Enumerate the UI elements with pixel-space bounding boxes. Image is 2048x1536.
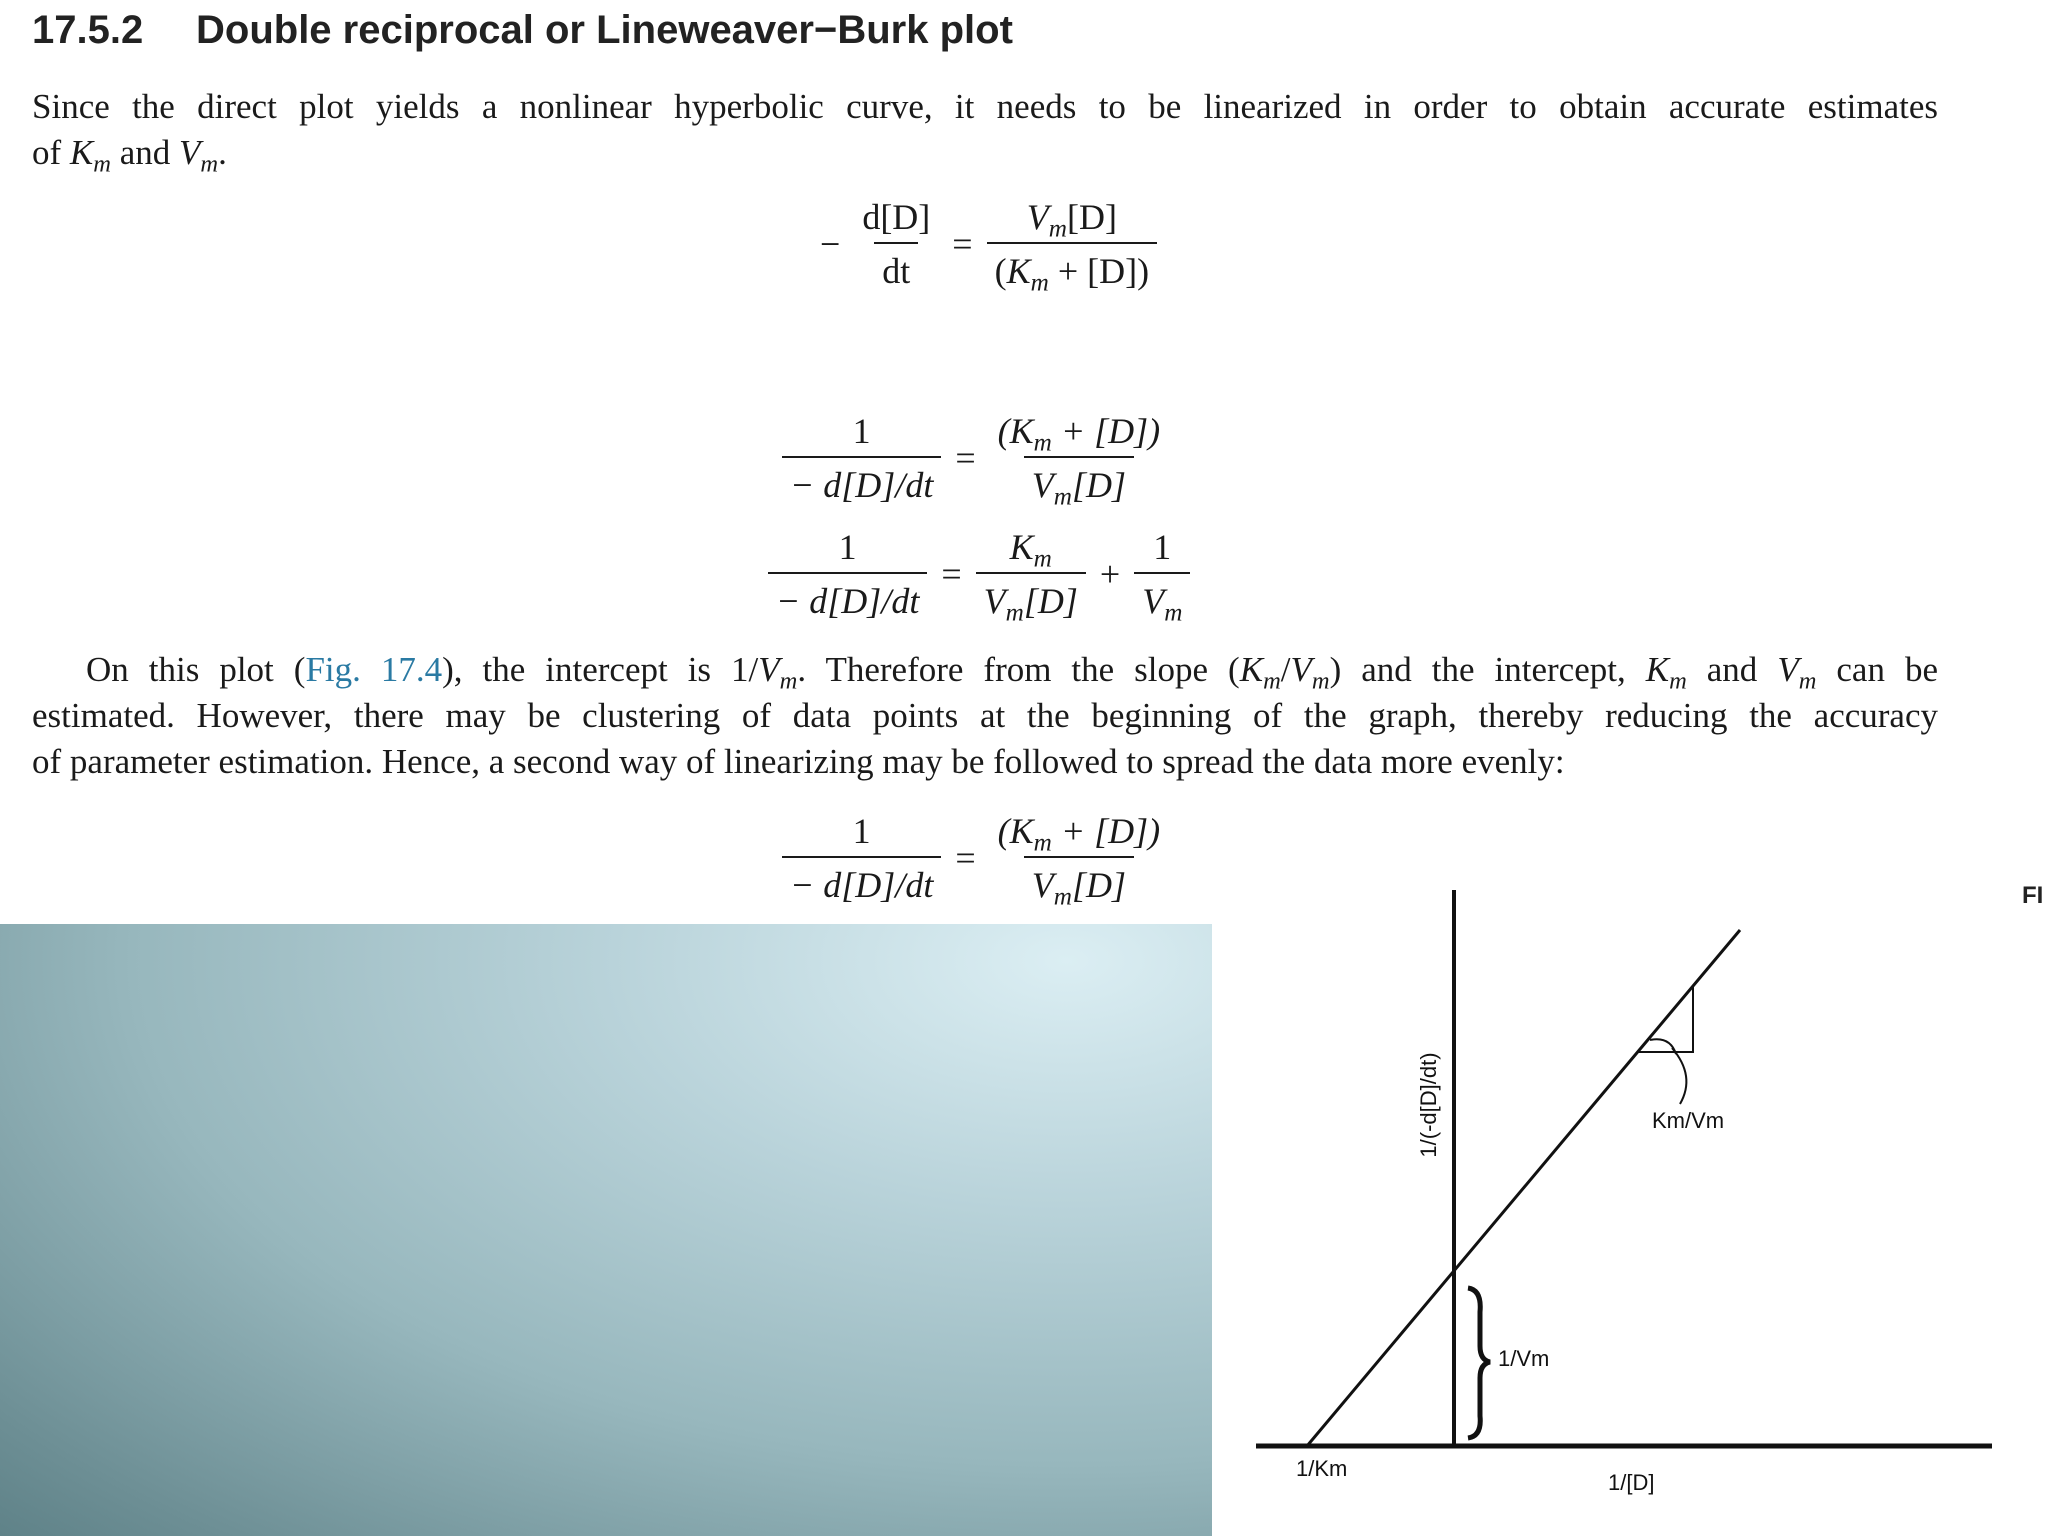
explanation-line-2: estimated. However, there may be clustering of data points at the beginning of the graph, thereby reducing the accuracy — [32, 696, 1938, 735]
explanation-line-1: On this plot (Fig. 17.4), the intercept is $1/V_m$. Therefore from the slope $(K_m/V_m)$ and the intercept, $K_m$ and $V_m$ can be — [86, 650, 1938, 695]
eq3-term1: $\frac{K_m}{V_m[D]}$ — [976, 526, 1086, 622]
section-number: 17.5.2 — [32, 8, 144, 52]
equation-reciprocal: $\frac{1}{- d[D]/dt}$ = $\frac{(K_m + [D])}{V_m[D]}$ — [782, 410, 1168, 506]
eq3-lhs: $\frac{1}{- d[D]/dt}$ — [768, 526, 927, 622]
explanation-line-3: of parameter estimation. Hence, a second way of linearizing may be followed to spread the data more evenly: — [32, 742, 1565, 781]
y-axis-label: 1/(-d[D]/dt) — [1416, 1052, 1441, 1158]
x-intercept-label: 1/Km — [1296, 1456, 1348, 1481]
intro-line-2: of $K_m$ and $V_m$. — [32, 133, 227, 178]
eq1-rhs: $\frac{V_m[D]}{(K_m + [D])}$ — [987, 196, 1157, 292]
intro-line-1: Since the direct plot yields a nonlinear hyperbolic curve, it needs to be linearized in order to obtain accurate estimates — [32, 87, 1938, 126]
figure-caption-tag: FI — [2022, 882, 2044, 909]
intercept-label: 1/Vm — [1498, 1346, 1550, 1371]
intro-paragraph — [32, 84, 1938, 176]
equation-second-linearization: $\frac{1}{- d[D]/dt}$ = $\frac{(K_m + [D])}{V_m[D]}$ — [782, 810, 1168, 906]
intercept-brace — [1468, 1288, 1490, 1438]
x-axis-label: 1/[D] — [1608, 1470, 1655, 1495]
eq1-lhs: $\frac{d[D]}{dt}$ — [862, 197, 931, 291]
equation-michaelis-menten: − $\frac{d[D]}{dt}$ = $\frac{V_m[D]}{(K_m + [D])}$ — [820, 196, 1157, 292]
eq3-term2: $\frac{1}{V_m}$ — [1134, 526, 1190, 622]
eq2-lhs: $\frac{1}{- d[D]/dt}$ — [782, 410, 941, 506]
eq4-lhs: $\frac{1}{- d[D]/dt}$ — [782, 810, 941, 906]
slope-leader-line — [1672, 1048, 1686, 1104]
explanation-paragraph — [32, 647, 1938, 785]
gradient-overlay-panel — [0, 924, 1212, 1536]
section-heading — [32, 8, 1013, 53]
slope-label: Km/Vm — [1652, 1108, 1725, 1133]
figure-reference-link[interactable]: Fig. 17.4 — [305, 650, 443, 689]
section-title: Double reciprocal or Lineweaver−Burk plot — [196, 8, 1013, 52]
eq4-rhs: $\frac{(K_m + [D])}{V_m[D]}$ — [997, 811, 1161, 911]
eq2-rhs: $\frac{(K_m + [D])}{V_m[D]}$ — [997, 411, 1161, 511]
equation-lineweaver-burk: $\frac{1}{- d[D]/dt}$ = $\frac{K_m}{V_m[D]}$ + $\frac{1}{V_m}$ — [768, 526, 1190, 622]
lineweaver-burk-figure — [1230, 870, 2048, 1536]
